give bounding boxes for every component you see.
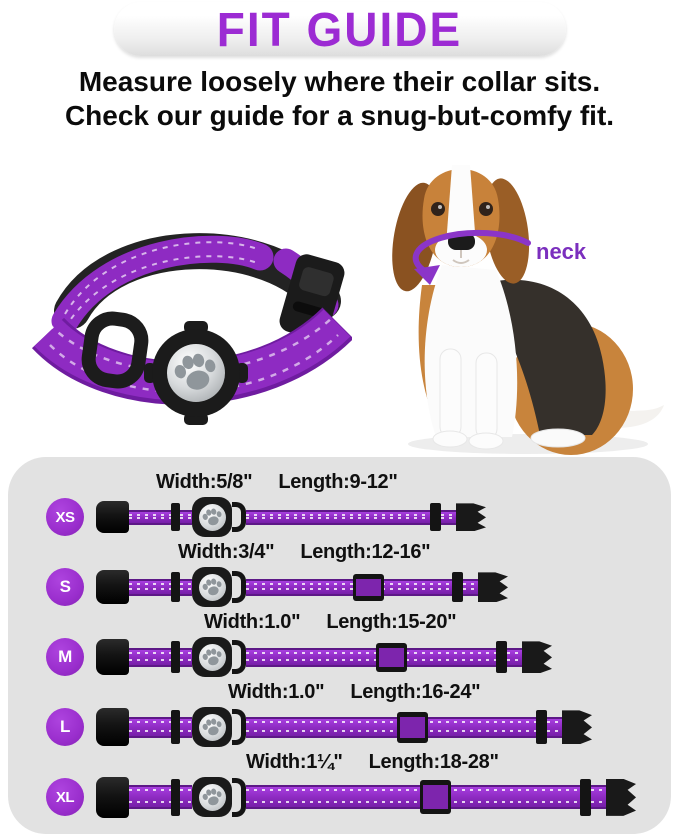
airtag-holder-icon — [192, 777, 232, 817]
size-row-l — [8, 680, 671, 750]
collar-graphic-xl — [96, 777, 636, 818]
buckle-left-icon — [96, 639, 129, 675]
d-ring-icon — [232, 778, 246, 817]
size-badge-m: M — [46, 638, 84, 676]
width-label: Width:1.0" — [204, 611, 301, 634]
buckle-right-icon — [456, 503, 486, 531]
width-label: Width:3/4" — [178, 541, 275, 564]
buckle-right-icon — [522, 641, 552, 673]
subtitle-line-1: Measure loosely where their collar sits. — [78, 66, 601, 97]
size-chart-panel — [8, 457, 671, 834]
width-label: Width:5/8" — [156, 471, 253, 494]
size-badge-s: S — [46, 568, 84, 606]
size-badge-l: L — [46, 708, 84, 746]
airtag-holder-icon — [192, 637, 232, 677]
size-row-xl — [8, 750, 671, 820]
page-title: FIT GUIDE — [216, 1, 463, 57]
size-row-s — [8, 540, 671, 610]
buckle-right-icon — [478, 572, 508, 602]
airtag-holder-icon — [192, 567, 232, 607]
collar-product-image — [20, 201, 352, 445]
airtag-holder-icon — [192, 497, 232, 537]
size-row-m — [8, 610, 671, 680]
size-row-xs — [8, 470, 671, 540]
header — [0, 0, 679, 133]
buckle-left-icon — [96, 777, 129, 818]
size-badge-xl: XL — [46, 778, 84, 816]
subtitle-line-2: Check our guide for a snug-but-comfy fit. — [64, 100, 615, 132]
d-ring-icon — [232, 502, 246, 532]
neck-label: neck — [536, 239, 587, 265]
width-label: Width:1¼" — [246, 751, 343, 774]
collar-graphic-xs — [96, 497, 486, 537]
d-ring-icon — [232, 640, 246, 674]
buckle-right-icon — [606, 779, 636, 816]
buckle-right-icon — [562, 710, 592, 744]
length-label: Length:18-28" — [368, 751, 499, 774]
length-label: Length:9-12" — [278, 471, 398, 494]
size-badge-xs: XS — [46, 498, 84, 536]
airtag-holder-icon — [192, 707, 232, 747]
illustration-area — [0, 133, 679, 457]
length-label: Length:12-16" — [300, 541, 431, 564]
buckle-left-icon — [96, 501, 129, 533]
length-label: Length:15-20" — [326, 611, 457, 634]
collar-graphic-s — [96, 567, 508, 607]
buckle-left-icon — [96, 708, 129, 746]
width-label: Width:1.0" — [228, 681, 325, 704]
title-banner — [114, 2, 566, 56]
subtitle — [0, 65, 679, 133]
dog-neck-diagram — [378, 137, 670, 457]
collar-graphic-l — [96, 707, 592, 747]
d-ring-icon — [232, 709, 246, 745]
collar-graphic-m — [96, 637, 552, 677]
length-label: Length:16-24" — [350, 681, 481, 704]
buckle-left-icon — [96, 570, 129, 604]
airtag-holder-icon — [144, 321, 248, 425]
d-ring-icon — [232, 571, 246, 603]
